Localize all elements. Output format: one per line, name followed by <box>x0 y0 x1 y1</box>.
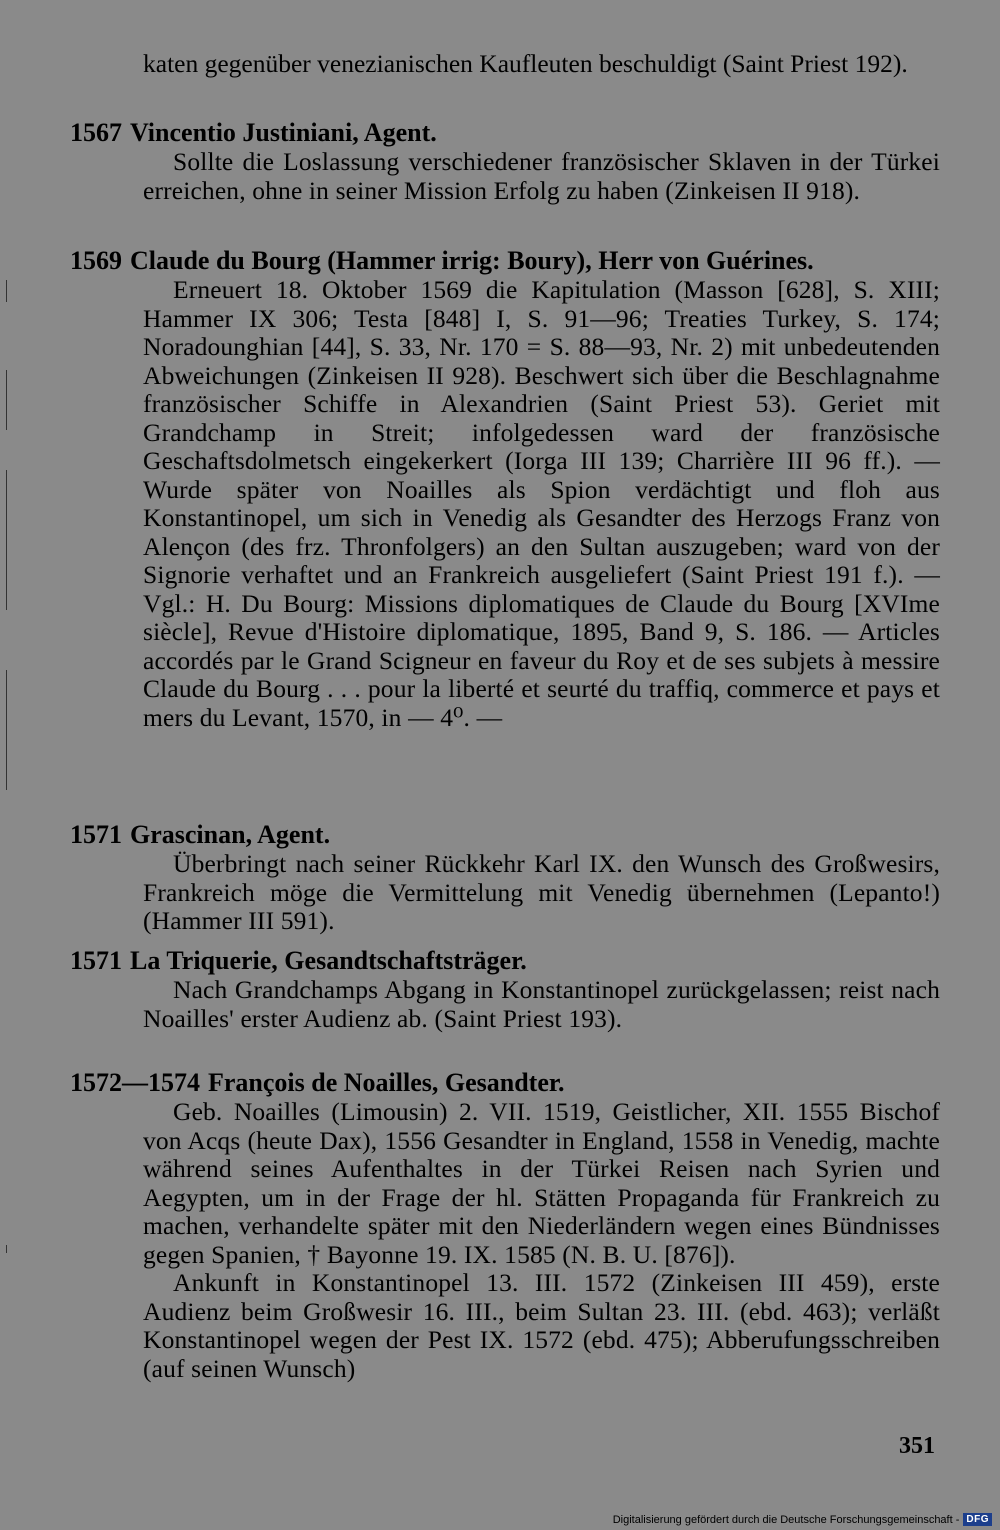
entry-name: François de Noailles, Gesandter. <box>208 1068 565 1097</box>
entry-1571-la-triquerie <box>70 946 940 1033</box>
margin-mark <box>6 370 7 430</box>
entry-heading <box>70 1068 940 1098</box>
entry-paragraph: Sollte die Loslassung verschiedener französischer Sklaven in der Türkei erreichen, ohne in seiner Mission Erfolg zu haben (Zinkeisen II 918). <box>143 147 940 205</box>
entry-year: 1572—1574 <box>70 1068 200 1097</box>
entry-paragraph: Geb. Noailles (Limousin) 2. VII. 1519, Geistlicher, XII. 1555 Bischof von Acqs (heute Dax), 1556 Gesandter in England, 1558 in Venedig, machte während seines Aufenthaltes in der Türkei Reisen nach Syrien und Aegypten, um in der Frage der hl. Stätten Propaganda für Frankreich zu machen, verhandelte später mit den Niederländern wegen eines Bündnisses gegen Spanien, † Bayonne 19. IX. 1585 (N. B. U. [876]). <box>143 1097 940 1269</box>
digitization-footer <box>613 1513 992 1526</box>
entry-year: 1571 <box>70 820 122 849</box>
entry-heading <box>70 946 940 976</box>
entry-paragraph: Ankunft in Konstantinopel 13. III. 1572 (Zinkeisen III 459), erste Audienz beim Großwesir 16. III., beim Sultan 23. III. (ebd. 463); verläßt Konstantinopel wegen der Pest IX. 1572 (ebd. 475); Abberufungsschreiben (auf seinen Wunsch) <box>143 1268 940 1383</box>
entry-body <box>143 1098 940 1383</box>
entry-body <box>143 850 940 936</box>
continuation-text <box>143 50 928 79</box>
footer-text: Digitalisierung gefördert durch die Deutsche Forschungsgemeinschaft - <box>612 1513 960 1526</box>
margin-mark <box>6 1245 7 1253</box>
margin-mark <box>6 670 7 790</box>
entry-year: 1571 <box>70 946 122 975</box>
entry-1567-justiniani <box>70 118 940 205</box>
entry-paragraph: Nach Grandchamps Abgang in Konstantinopel zurückgelassen; reist nach Noailles' erster Audienz ab. (Saint Priest 193). <box>143 975 940 1033</box>
entry-heading <box>70 820 940 850</box>
entry-1571-grascinan <box>70 820 940 936</box>
entry-heading <box>70 246 940 276</box>
margin-marks <box>4 280 10 1280</box>
entry-name: Grascinan, Agent. <box>130 820 331 849</box>
entry-heading <box>70 118 940 148</box>
entry-paragraph: Überbringt nach seiner Rückkehr Karl IX. den Wunsch des Großwesirs, Frankreich möge die Vermittelung mit Venedig übernehmen (Lepanto!) (Hammer III 591). <box>143 849 940 935</box>
dfg-logo: DFG <box>963 1513 992 1526</box>
continuation-paragraph: katen gegenüber venezianischen Kaufleuten beschuldigt (Saint Priest 192). <box>143 49 908 78</box>
margin-mark <box>6 280 7 302</box>
entry-body <box>143 976 940 1033</box>
entry-year: 1569 <box>70 246 122 275</box>
entry-name: Claude du Bourg (Hammer irrig: Boury), Herr von Guérines. <box>130 246 814 275</box>
page-number: 351 <box>899 1433 935 1459</box>
entry-paragraph: Erneuert 18. Oktober 1569 die Kapitulation (Masson [628], S. XIII; Hammer IX 306; Testa [848] I, S. 91—96; Treaties Turkey, S. 174; Noradounghian [44], S. 33, Nr. 170 = S. 88—93, Nr. 2) mit unbedeutenden Abweichungen (Zinkeisen II 928). Beschwert sich über die Beschlagnahme französischer Schiffe in Alexandrien (Saint Priest 53). Geriet mit Grandchamp in Streit; infolgedessen ward der französische Geschaftsdolmetsch eingekerkert (Iorga III 139; Charrière III 96 ff.). — Wurde später von Noailles als Spion verdächtigt und floh aus Konstantinopel, um sich in Venedig als Gesandter des Herzogs Franz von Alençon (des frz. Thronfolgers) an den Sultan auszugeben; ward von der Signorie verhaftet und an Frankreich ausgeliefert (Saint Priest 191 f.). — Vgl.: H. Du Bourg: Missions diplomatiques de Claude du Bourg [XVIme siècle], Revue d'Histoire diplomatique, 1895, Band 9, S. 186. — Articles accordés par le Grand Scigneur en faveur du Roy et de ses subjets à messire Claude du Bourg . . . pour la liberté et seurté du traffiq, commerce et pays et mers du Levant, 1570, in — 4⁰. — <box>143 275 940 732</box>
entry-name: Vincentio Justiniani, Agent. <box>130 118 437 147</box>
entry-name: La Triquerie, Gesandtschaftsträger. <box>130 946 527 975</box>
entry-body <box>143 276 940 732</box>
entry-1569-du-bourg <box>70 246 940 732</box>
entry-body <box>143 148 940 205</box>
entry-year: 1567 <box>70 118 122 147</box>
entry-1572-noailles <box>70 1068 940 1383</box>
margin-mark <box>6 470 7 610</box>
